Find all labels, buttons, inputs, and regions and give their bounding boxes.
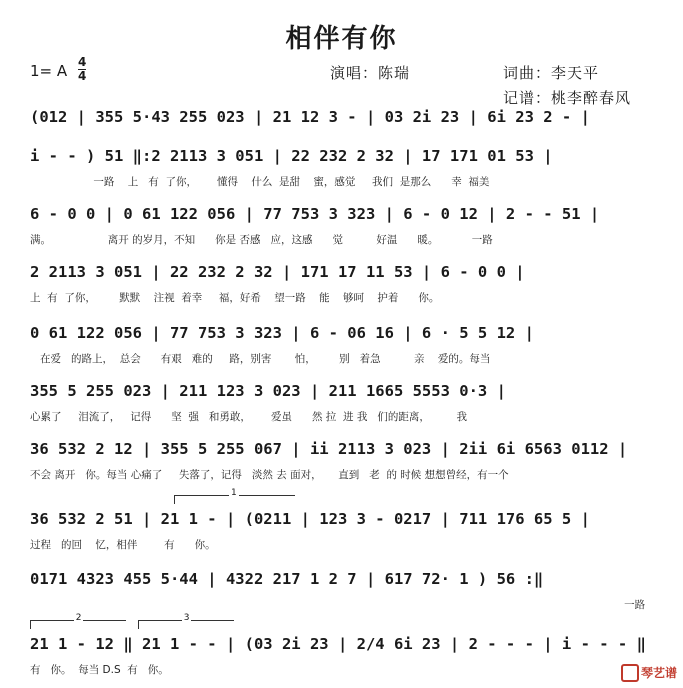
staff-line-1: [30, 108, 653, 144]
notes: 355 5 255 023 | 211 123 3 023 | 211 1665 5553 0·3 |: [30, 382, 506, 400]
notes: (012 | 355 5·43 255 023 | 21 12 3 - | 03 2i 23 | 6i 23 2 - |: [30, 108, 590, 126]
lyrics: 不会 离开 你。每当 心痛了 失落了，记得 淡然 去 面对， 直到 老 的 时候 想想曾经，有一个: [30, 469, 509, 481]
notes: 21 1 - 12 ‖ 21 1 - - | (03 2i 23 | 2/4 6i 23 | 2 - - - | i - - - ‖: [30, 635, 646, 653]
meter-bottom: 4: [78, 69, 87, 83]
key-signature: 1= A: [30, 62, 68, 80]
staff-line-2: [30, 147, 653, 188]
page-title: 相伴有你: [285, 24, 398, 54]
notes: 36 532 2 12 | 355 5 255 067 | ii 2113 3 023 | 2ii 6i 6563 0112 |: [30, 440, 628, 458]
staff-line-3: [30, 205, 653, 246]
notes: 0 61 122 056 | 77 753 3 323 | 6 - 06 16 | 6 · 5 5 12 |: [30, 324, 534, 342]
volta-2: 2: [30, 620, 126, 629]
staff-line-10: [30, 635, 653, 676]
logo-icon: [621, 664, 639, 682]
meter-top: 4: [78, 55, 87, 69]
time-signature: [78, 56, 86, 83]
notes: 6 - 0 0 | 0 61 122 056 | 77 753 3 323 | 6 - 0 12 | 2 - - 51 |: [30, 205, 600, 223]
composer: 词曲：李天平: [503, 64, 600, 82]
lyrics: 在爱 的路上， 总会 有艰 难的 路，别害 怕， 别 着急 亲 爱的。每当: [30, 353, 491, 365]
lyrics: 上 有 了你， 默默 注视 着幸 福，好希 望一路 能 够呵 护着 你。: [30, 292, 440, 304]
lyrics: 心累了 泪流了， 记得 坚 强 和勇敢， 爱虽 然 拉 进 我 们的距离， 我: [30, 411, 468, 423]
lyrics: 一路: [30, 599, 646, 611]
staff-line-4: [30, 263, 653, 304]
notes: 2 2113 3 051 | 22 232 2 32 | 171 17 11 53 | 6 - 0 0 |: [30, 263, 525, 281]
watermark-logo: 琴艺谱: [621, 664, 677, 683]
lyrics: 满。 离开 的岁月，不知 你是 否感 应，这感 觉 好温 暖。 一路: [30, 234, 493, 246]
staff-line-8: [30, 510, 653, 551]
staff-line-9: [30, 570, 653, 611]
lyrics: 一路 上 有 了你， 懂得 什么 是甜 蜜，感觉 我们 是那么 幸 福美: [30, 176, 490, 188]
singer: 演唱：陈瑞: [330, 64, 411, 82]
notes: 36 532 2 51 | 21 1 - | (0211 | 123 3 - 0217 | 711 176 65 5 |: [30, 510, 590, 528]
volta-3: 3: [138, 620, 234, 629]
staff-line-7: [30, 440, 653, 481]
notes: 0171 4323 455 5·44 | 4322 217 1 2 7 | 617 72· 1 ) 56 :‖: [30, 570, 544, 588]
staff-line-6: [30, 382, 653, 423]
notes: i - - ) 51 ‖:2 2113 3 051 | 22 232 2 32 | 17 171 01 53 |: [30, 147, 553, 165]
lyrics: 有 你。 每当 D.S 有 你。: [30, 664, 169, 676]
volta-1: 1: [174, 495, 295, 504]
lyrics: 过程 的回 忆，相伴 有 你。: [30, 539, 216, 551]
transcriber: 记谱：桃李醉春风: [503, 89, 632, 107]
staff-line-5: [30, 324, 653, 365]
